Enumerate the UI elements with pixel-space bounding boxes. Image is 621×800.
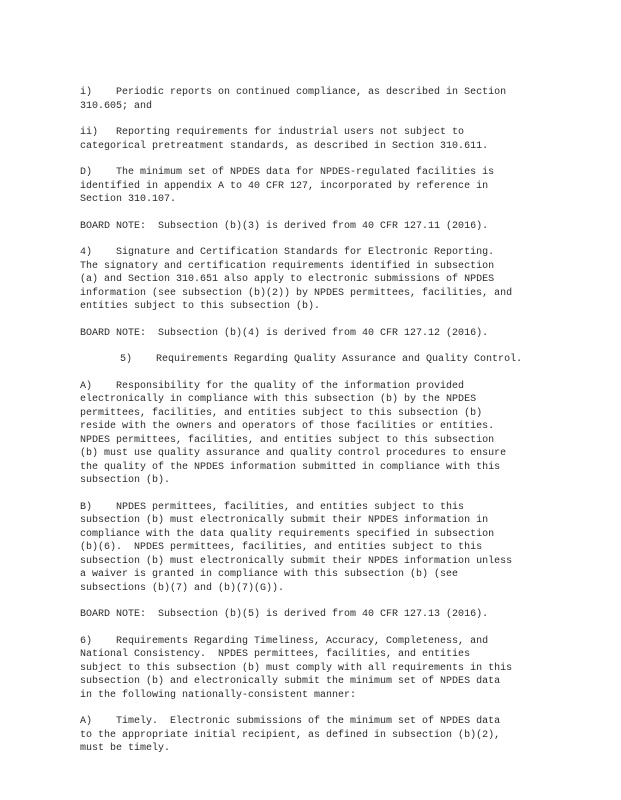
paragraph-a-timely: A) Timely. Electronic submissions of the minimum set of NPDES data to the appropriate initial recipient, as defined in subsection (b)(2), must be timely. xyxy=(80,716,501,754)
document-body xyxy=(80,86,550,769)
paragraph-4-signature-certification: 4) Signature and Certification Standards for Electronic Reporting. The signatory and certification requirements identified in subsection (a) and Section 310.651 also apply to electronic submissions of NPDES information (see subsection (b)(2)) by NPDES permittees, facilities, and entities subject to this subsection (b). xyxy=(80,247,513,312)
board-note-b3: BOARD NOTE: Subsection (b)(3) is derived from 40 CFR 127.11 (2016). xyxy=(80,220,489,232)
paragraph-ii-reporting-requirements: ii) Reporting requirements for industrial users not subject to categorical pretreatment standards, as described in Section 310.611. xyxy=(80,127,489,152)
paragraph-6-timeliness: 6) Requirements Regarding Timeliness, Accuracy, Completeness, and National Consistency. NPDES permittees, facilities, and entities subject to this subsection (b) must comply with all requirements in this subsection (b) and electronically submit the minimum set of NPDES data in the following nationally-consistent manner: xyxy=(80,635,513,701)
paragraph-d-minimum-set: D) The minimum set of NPDES data for NPDES-regulated facilities is identified in appendix A to 40 CFR 127, incorporated by reference in Section 310.107. xyxy=(80,167,495,205)
board-note-b4: BOARD NOTE: Subsection (b)(4) is derived from 40 CFR 127.12 (2016). xyxy=(80,327,489,339)
board-note-b5: BOARD NOTE: Subsection (b)(5) is derived from 40 CFR 127.13 (2016). xyxy=(80,609,489,620)
heading-5-quality-assurance: 5) Requirements Regarding Quality Assurance and Quality Control. xyxy=(120,354,523,365)
paragraph-a-responsibility: A) Responsibility for the quality of the information provided electronically in compliance with this subsection (b) by the NPDES permittees, facilities, and entities subject to this subsection (b) reside with the owners and operators of those facilities or entities. NPDES permittees, facilities, and entities subject to this subsection (b) must use quality assurance and quality control procedures to ensure the quality of the NPDES information submitted in compliance with this subsection (b). xyxy=(80,380,507,486)
paragraph-b-electronic-submission: B) NPDES permittees, facilities, and entities subject to this subsection (b) must electronically submit their NPDES information in compliance with the data quality requirements specified in subsection (b)(6). NPDES permittees, facilities, and entities subject to this subsection (b) must electronically submit their NPDES information unless a waiver is granted in compliance with this subsection (b) (see subsections (b)(7) and (b)(7)(G)). xyxy=(80,501,513,594)
paragraph-i-periodic-reports: i) Periodic reports on continued compliance, as described in Section 310.605; and xyxy=(80,87,507,112)
